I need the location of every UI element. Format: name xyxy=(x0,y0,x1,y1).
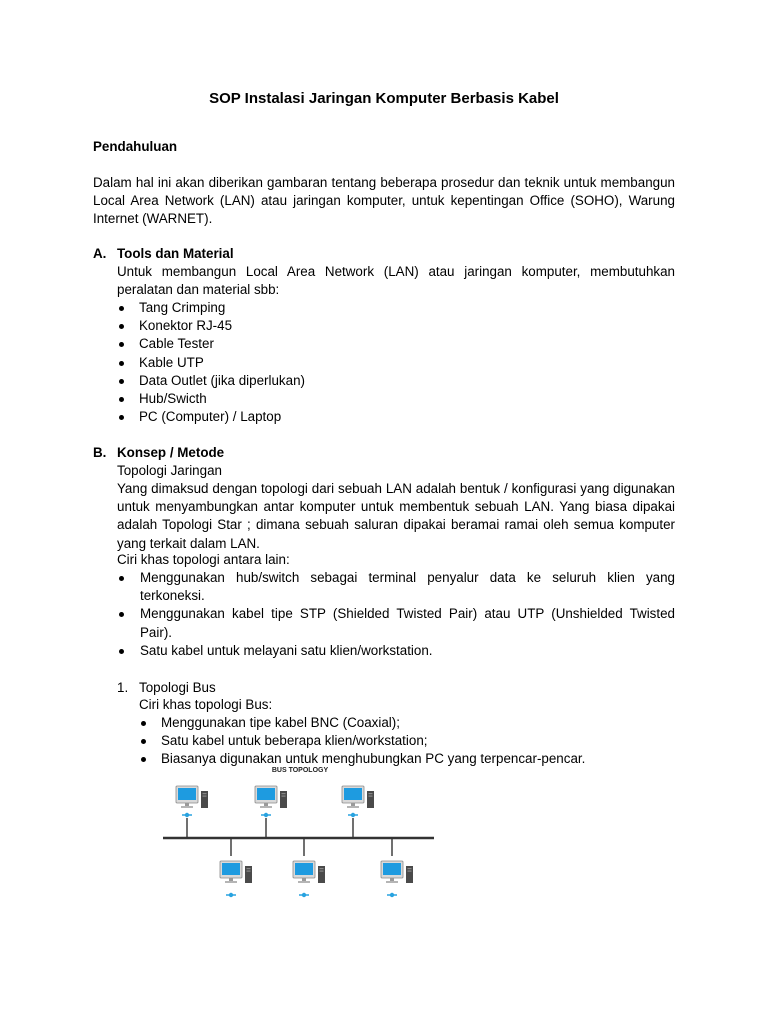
section-b-traits-intro: Ciri khas topologi antara lain: xyxy=(117,552,290,567)
bus-topology-svg xyxy=(160,766,440,906)
section-a-paragraph: Untuk membangun Local Area Network (LAN) atau jaringan komputer, membutuhkan peralatan dan material sbb: xyxy=(117,264,675,298)
computer-icon xyxy=(293,861,325,883)
connector-icon xyxy=(299,893,309,897)
list-item: Kable UTP xyxy=(117,354,675,372)
diagram-caption: BUS TOPOLOGY xyxy=(271,767,329,774)
intro-heading: Pendahuluan xyxy=(93,139,178,154)
bus-traits-intro: Ciri khas topologi Bus: xyxy=(139,697,273,712)
computer-icon xyxy=(342,786,374,808)
tools-list xyxy=(117,299,675,426)
section-b-paragraph: Yang dimaksud dengan topologi dari sebuah LAN adalah bentuk / konfigurasi yang digunakan untuk menyambungkan antar komputer untuk membentuk sebuah LAN. Yang biasa dipakai adalah Topologi Star ; dimana sebuah saluran dipakai beramai ramai oleh semua komputer yang terkait dalam LAN. xyxy=(117,481,675,551)
topology-traits-list xyxy=(117,569,675,660)
intro-paragraph: Dalam hal ini akan diberikan gambaran tentang beberapa prosedur dan teknik untuk membangun Local Area Network (LAN) atau jaringan komputer, untuk kepentingan Office (SOHO), Warung Internet (WARNET). xyxy=(93,175,675,227)
computer-icon xyxy=(255,786,287,808)
list-item: Hub/Swicth xyxy=(117,390,675,408)
connector-icon xyxy=(387,893,397,897)
section-a-letter: A. xyxy=(93,246,107,261)
list-item: Data Outlet (jika diperlukan) xyxy=(117,372,675,390)
connector-icon xyxy=(261,813,271,817)
list-item: Menggunakan hub/switch sebagai terminal penyalur data ke seluruh klien yang terkoneksi. xyxy=(117,569,675,605)
connector-icon xyxy=(348,813,358,817)
connector-icon xyxy=(182,813,192,817)
document-title: SOP Instalasi Jaringan Komputer Berbasis Kabel xyxy=(209,90,559,107)
list-item: Satu kabel untuk beberapa klien/workstation; xyxy=(139,732,675,750)
bus-number: 1. xyxy=(117,680,129,695)
connector-icon xyxy=(226,893,236,897)
list-item: Menggunakan kabel tipe STP (Shielded Twisted Pair) atau UTP (Unshielded Twisted Pair). xyxy=(117,605,675,641)
bus-traits-list xyxy=(139,714,675,769)
list-item: PC (Computer) / Laptop xyxy=(117,408,675,426)
list-item: Cable Tester xyxy=(117,335,675,353)
list-item: Tang Crimping xyxy=(117,299,675,317)
computer-icon xyxy=(381,861,413,883)
section-b-letter: B. xyxy=(93,445,107,460)
computer-icon xyxy=(176,786,208,808)
bus-heading: Topologi Bus xyxy=(139,680,216,695)
computer-icon xyxy=(220,861,252,883)
list-item: Biasanya digunakan untuk menghubungkan PC yang terpencar-pencar. xyxy=(139,750,675,768)
section-b-subheading: Topologi Jaringan xyxy=(117,463,222,478)
list-item: Satu kabel untuk melayani satu klien/workstation. xyxy=(117,642,675,660)
section-b-heading: Konsep / Metode xyxy=(117,445,225,460)
section-a-heading: Tools dan Material xyxy=(117,246,234,261)
list-item: Konektor RJ-45 xyxy=(117,317,675,335)
list-item: Menggunakan tipe kabel BNC (Coaxial); xyxy=(139,714,675,732)
